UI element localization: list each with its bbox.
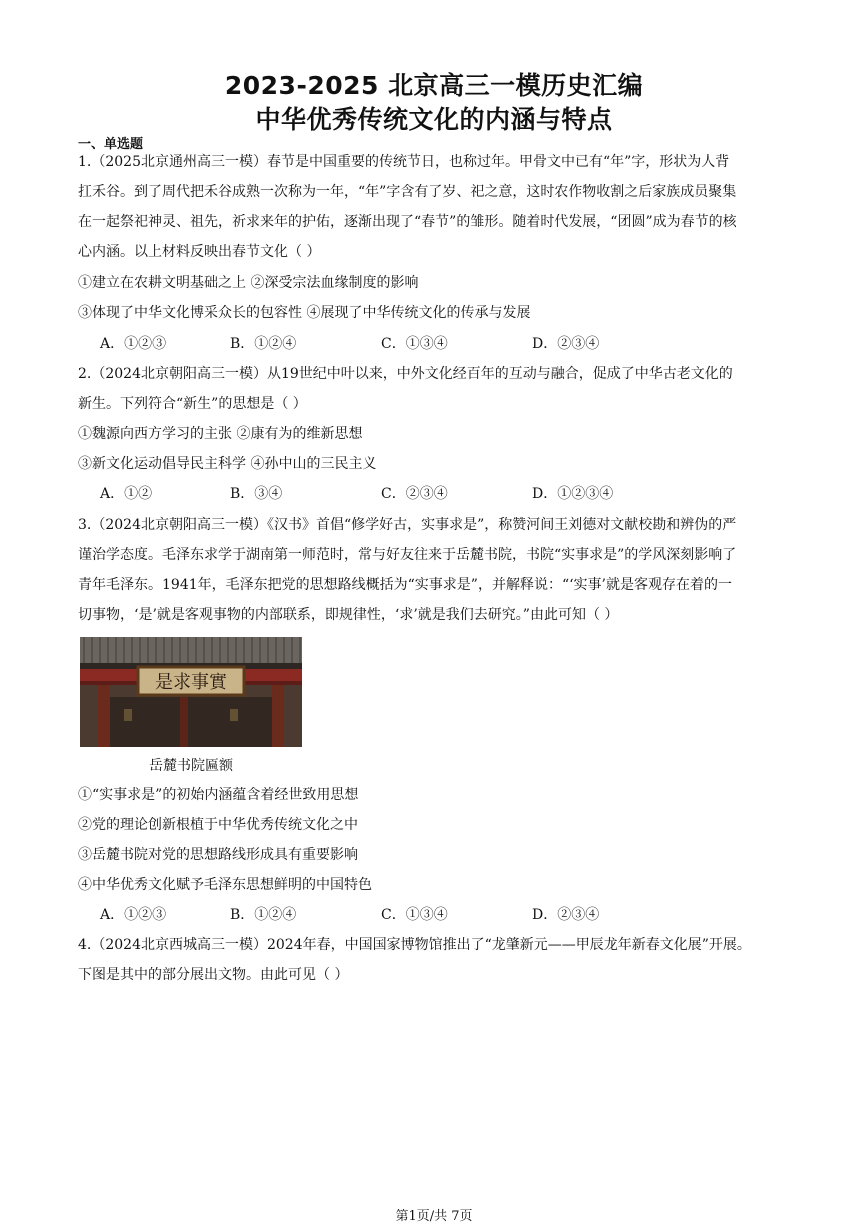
q2-option-c[interactable]: C．②③④ (381, 486, 448, 502)
q3-line-2: 谨治学态度。毛泽东求学于湖南第一师范时，常与好友往来于岳麓书院，书院“实事求是”的学风深刻影响了 (78, 547, 737, 563)
section-heading: 一、单选题 (78, 137, 144, 152)
q3-options (100, 905, 660, 925)
q3-item-2: ②党的理论创新根植于中华优秀传统文化之中 (78, 817, 358, 833)
q2-options (100, 484, 660, 504)
q3-item-1: ①“实事求是”的初始内涵蕴含着经世致用思想 (78, 787, 359, 803)
q1-option-c[interactable]: C．①③④ (381, 336, 448, 352)
document-title-line2: 中华优秀传统文化的内涵与特点 (255, 105, 613, 134)
q1-option-b[interactable]: B．①②④ (230, 336, 297, 352)
q3-line-4: 切事物，‘是’就是客观事物的内部联系，即规律性，‘求’就是我们去研究。”由此可知（ ） (78, 607, 619, 623)
q2-option-b[interactable]: B．③④ (230, 486, 283, 502)
q1-line-4: 心内涵。以上材料反映出春节文化（ ） (78, 244, 321, 260)
q3-option-b[interactable]: B．①②④ (230, 907, 297, 923)
q3-option-d[interactable]: D．②③④ (532, 907, 600, 923)
q2-option-d[interactable]: D．①②③④ (532, 486, 614, 502)
q3-line-1: 3.（2024北京朝阳高三一模）《汉书》首倡“修学好古，实事求是”，称赞河间王刘德对文献校勘和辨伪的严 (78, 517, 737, 533)
q1-line-3: 在一起祭祀神灵、祖先，祈求来年的护佑，逐渐出现了“春节”的雏形。随着时代发展，“团圆”成为春节的核 (78, 214, 737, 230)
q2-line-1: 2.（2024北京朝阳高三一模）从19世纪中叶以来，中外文化经百年的互动与融合，促成了中华古老文化的 (78, 366, 733, 382)
q2-item-row-1: ①魏源向西方学习的主张 ②康有为的维新思想 (78, 426, 363, 442)
q3-item-3: ③岳麓书院对党的思想路线形成具有重要影响 (78, 847, 358, 863)
q1-item-row-2: ③体现了中华文化博采众长的包容性 ④展现了中华传统文化的传承与发展 (78, 305, 531, 321)
document-title-line1: 2023-2025 北京高三一模历史汇编 (224, 71, 644, 100)
q1-line-1: 1.（2025北京通州高三一模）春节是中国重要的传统节日，也称过年。甲骨文中已有“年”字，形状为人背 (78, 154, 730, 170)
page-footer: 第1页/共 7页 (395, 1209, 473, 1224)
image-caption: 岳麓书院匾额 (149, 758, 233, 774)
q1-line-2: 扛禾谷。到了周代把禾谷成熟一次称为一年，“年”字含有了岁、祀之意，这时农作物收割之后家族成员聚集 (78, 184, 737, 200)
q1-item-row-1: ①建立在农耕文明基础之上 ②深受宗法血缘制度的影响 (78, 275, 419, 291)
q2-item-row-2: ③新文化运动倡导民主科学 ④孙中山的三民主义 (78, 456, 377, 472)
q4-line-1: 4.（2024北京西城高三一模）2024年春，中国国家博物馆推出了“龙肇新元——甲辰龙年新春文化展”开展。 (78, 937, 751, 953)
yuelu-academy-plaque-photo (80, 637, 302, 747)
q1-option-d[interactable]: D．②③④ (532, 336, 600, 352)
q3-line-3: 青年毛泽东。1941年，毛泽东把党的思想路线概括为“实事求是”，并解释说：“‘实事’就是客观存在着的一 (78, 577, 732, 593)
q2-option-a[interactable]: A．①② (100, 486, 153, 502)
q3-item-4: ④中华优秀文化赋予毛泽东思想鲜明的中国特色 (78, 877, 372, 893)
q3-option-c[interactable]: C．①③④ (381, 907, 448, 923)
q4-line-2: 下图是其中的部分展出文物。由此可见（ ） (78, 967, 349, 983)
plaque-text: 是求事實 (155, 672, 227, 693)
q1-options (100, 334, 660, 354)
q3-option-a[interactable]: A．①②③ (100, 907, 167, 923)
q2-line-2: 新生。下列符合“新生”的思想是（ ） (78, 396, 307, 412)
q1-option-a[interactable]: A．①②③ (100, 336, 167, 352)
